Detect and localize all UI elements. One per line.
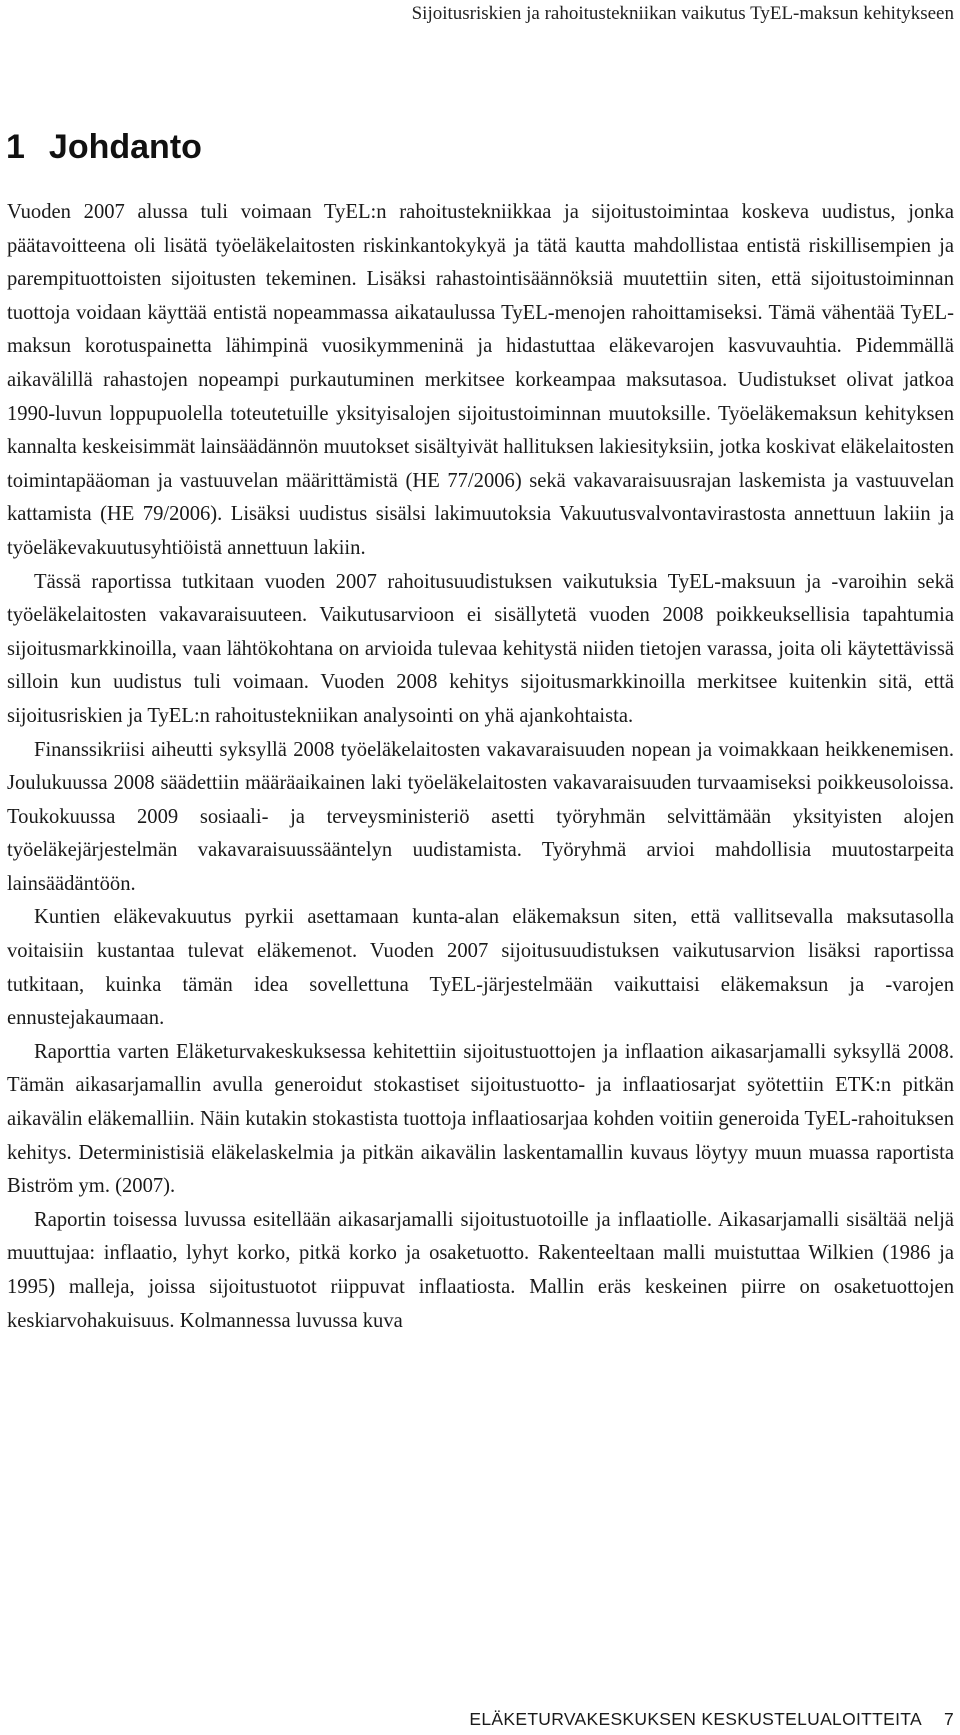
paragraph: Tässä raportissa tutkitaan vuoden 2007 rahoitusuudistuksen vaikutuksia TyEL-maksuun ja -varoihin sekä työeläkelaitosten vakavaraisuuteen. Vaikutusarvioon ei sisällytetä vuoden 2008 poikkeuksellisia tapahtumia sijoitusmarkkinoilla, vaan lähtökohtana on arvioida tulevaa kehitystä niiden tietojen varassa, joita oli käytettävissä silloin kun uudistus tuli voimaan. Vuoden 2008 kehitys sijoitusmarkkinoilla merkitsee kuitenkin sitä, että sijoitusriskien ja TyEL:n rahoitustekniikan analysointi on yhä ajankohtaista. <box>7 570 954 727</box>
paragraph: Raporttia varten Eläketurvakeskuksessa kehitettiin sijoitustuottojen ja inflaation aikasarjamalli syksyllä 2008. Tämän aikasarjamallin avulla generoidut stokastiset sijoitustuotto- ja inflaatiosarjat syötettiin ETK:n pitkän aikavälin eläkemalliin. Näin kutakin stokastista tuottoja inflaatiosarjaa kohden voitiin generoida TyEL-rahoituksen kehitys. Deterministisiä eläkelaskelmia ja pitkän aikavälin laskentamallin kuvaus löytyy muun muassa raportista Biström ym. (2007). <box>7 1040 954 1198</box>
paragraph: Raportin toisessa luvussa esitellään aikasarjamalli sijoitustuotoille ja inflaatiolle. Aikasarjamalli sisältää neljä muuttujaa: inflaatio, lyhyt korko, pitkä korko ja osaketuotto. Rakenteeltaan malli muistuttaa Wilkien (1986 ja 1995) malleja, joissa sijoitustuotot riippuvat inflaatiosta. Mallin eräs keskeinen piirre on osaketuottojen keskiarvohakuisuus. Kolmannessa luvussa kuva <box>7 1208 954 1332</box>
chapter-heading <box>6 128 202 167</box>
paragraph: Finanssikriisi aiheutti syksyllä 2008 työeläkelaitosten vakavaraisuuden nopean ja voimakkaan heikkenemisen. Joulukuussa 2008 säädettiin määräaikainen laki työeläkelaitosten vakavaraisuuden turvaamiseksi poikkeusoloissa. Toukokuussa 2009 sosiaali- ja terveysministeriö asetti työryhmän selvittämään yksityisten alojen työeläkejärjestelmän vakavaraisuussääntelyn uudistamista. Työryhmä arvioi mahdollisia muutostarpeita lainsäädäntöön. <box>7 738 954 895</box>
paragraph: Kuntien eläkevakuutus pyrkii asettamaan kunta-alan eläkemaksun siten, että vallitsevalla maksutasolla voitaisiin kustantaa tulevat eläkemenot. Vuoden 2007 sijoitusuudistuksen vaikutusarvion lisäksi raportissa tutkitaan, kuinka tämän idea sovellettuna TyEL-järjestelmään vaikuttaisi eläkemaksun ja -varojen ennustejakaumaan. <box>7 906 954 1030</box>
chapter-number: 1 <box>6 128 25 166</box>
running-footer <box>469 1709 954 1730</box>
page-number: 7 <box>943 1709 954 1729</box>
paragraph: Vuoden 2007 alussa tuli voimaan TyEL:n rahoitustekniikkaa ja sijoitustoimintaa koskeva uudistus, jonka päätavoitteena oli lisätä työeläkelaitosten riskinkantokykyä ja tätä kautta mahdollistaa entistä riskillisempien ja parempituottoisten sijoitusten tekeminen. Lisäksi rahastointisäännöksiä muutettiin siten, että sijoitustoiminnan tuottoja voidaan käyttää entistä nopeammassa aikataulussa TyEL-menojen rahoittamiseksi. Tämä vähentää TyEL-maksun korotuspainetta lähimpinä vuosikymmeninä ja hidastuttaa eläkevarojen kasvuvauhtia. Pidemmällä aikavälillä rahastojen nopeampi purkautuminen merkitsee korkeampaa maksutasoa. Uudistukset olivat jatkoa 1990-luvun loppupuolella toteutetuille yksityisalojen sijoitustoiminnan muutoksille. Työeläkemaksun kehityksen kannalta keskeisimmät lainsäädännön muutokset sisältyivät hallituksen lakiesityksiin, jotka koskivat eläkelaitosten toimintapääoman ja vastuuvelan määrittämistä (HE 77/2006) sekä vakavaraisuusrajan laskemista ja vastuuvelan kattamista (HE 79/2006). Lisäksi uudistus sisälsi lakimuutoksia Vakuutusvalvontavirastosta annettuun lakiin ja työeläkevakuutusyhtiöistä annettuun lakiin. <box>7 201 954 559</box>
chapter-title: Johdanto <box>48 128 202 166</box>
footer-series-title: ELÄKETURVAKESKUKSEN KESKUSTELUALOITTEITA <box>469 1709 922 1729</box>
running-header: Sijoitusriskien ja rahoitustekniikan vaikutus TyEL-maksun kehitykseen <box>411 3 954 24</box>
body-text <box>7 196 954 1338</box>
